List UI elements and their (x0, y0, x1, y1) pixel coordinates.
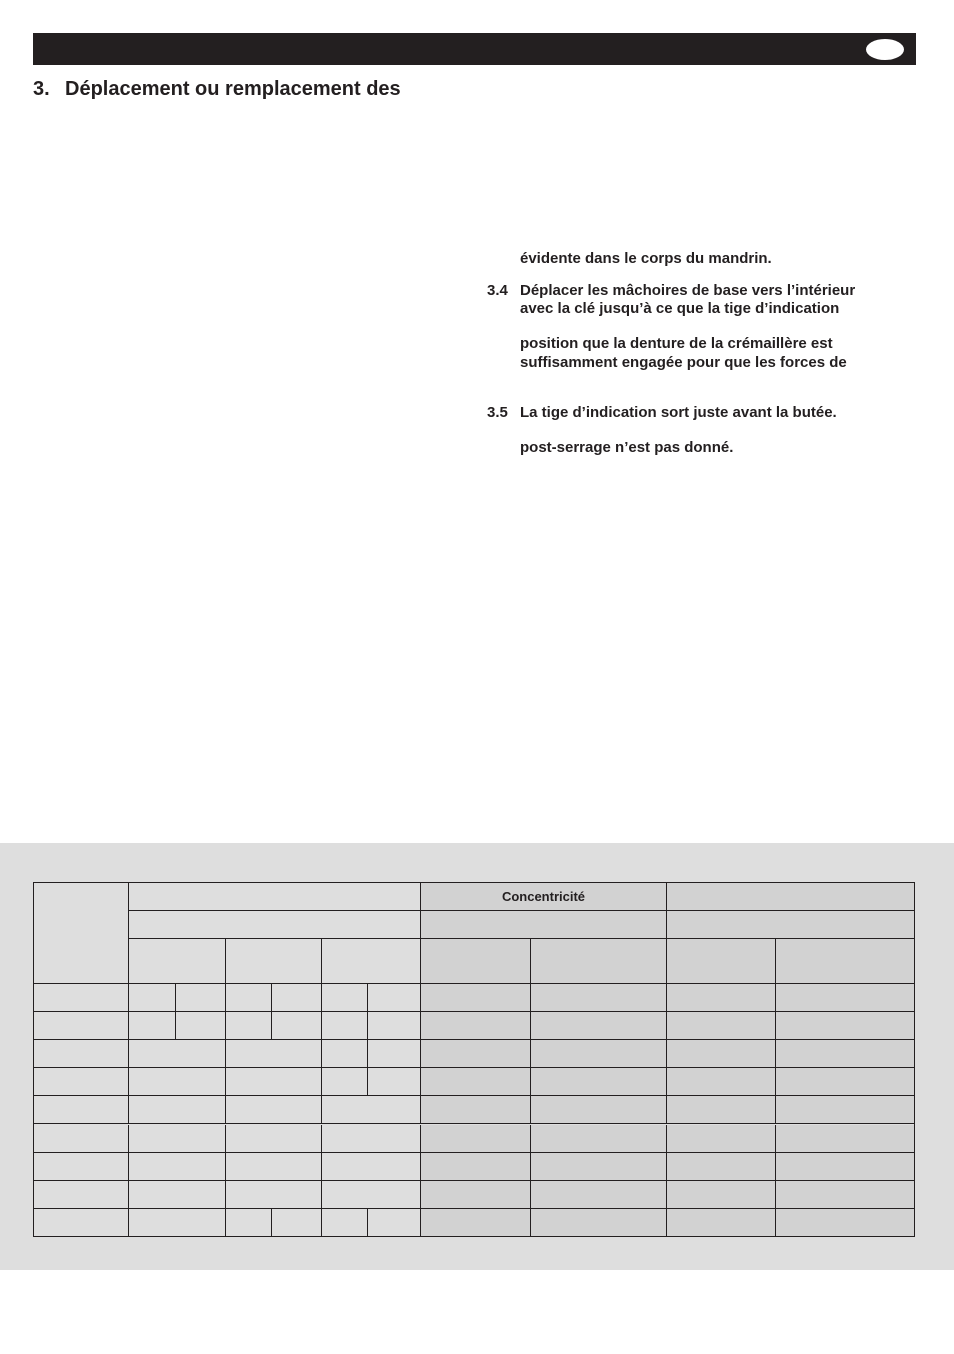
header-bar (33, 33, 916, 65)
table-cell (176, 1012, 226, 1040)
table-cell (129, 1068, 226, 1096)
section-title (33, 78, 401, 101)
step-3-4-line: avec la clé jusqu’à ce que la tige d’indication (520, 300, 840, 317)
table-cell (272, 1012, 322, 1040)
table-cell (776, 1040, 915, 1068)
table-cell (421, 1068, 531, 1096)
table-cell (667, 1012, 776, 1040)
table-cell (226, 1153, 322, 1181)
language-badge (866, 39, 904, 60)
table-cell (226, 1068, 322, 1096)
spec-table (33, 882, 915, 1237)
table-cell (421, 1153, 531, 1181)
table-cell (322, 1209, 368, 1237)
table-cell (272, 984, 322, 1012)
table-cell (226, 1181, 322, 1209)
table-cell (129, 1012, 176, 1040)
table-header-cell (776, 939, 915, 984)
table-cell (226, 1012, 272, 1040)
table-cell (776, 1096, 915, 1124)
table-cell (368, 1040, 421, 1068)
table-cell (421, 1040, 531, 1068)
table-cell (667, 1068, 776, 1096)
table-cell (129, 1096, 226, 1124)
table-cell (531, 1181, 667, 1209)
table-cell (322, 1012, 368, 1040)
text-line: évidente dans le corps du mandrin. (520, 250, 772, 267)
table-cell (34, 1012, 129, 1040)
table-cell (129, 984, 176, 1012)
table-cell (421, 1181, 531, 1209)
table-cell (322, 1068, 368, 1096)
table-cell (322, 1040, 368, 1068)
section-title-text: Déplacement ou remplacement des (65, 78, 401, 100)
step-number-3-5: 3.5 (487, 404, 508, 421)
table-cell (129, 1125, 226, 1153)
table-header-cell (667, 911, 915, 939)
step-3-4-line: suffisamment engagée pour que les forces de (520, 354, 847, 371)
section-number: 3. (33, 78, 50, 100)
table-cell (322, 984, 368, 1012)
table-cell (34, 1125, 129, 1153)
table-header-cell (531, 939, 667, 984)
table-cell (531, 1125, 667, 1153)
table-cell (34, 1068, 129, 1096)
table-cell (129, 1040, 226, 1068)
table-cell (667, 1096, 776, 1124)
table-cell (531, 1012, 667, 1040)
table-cell (776, 1153, 915, 1181)
table-cell (776, 1012, 915, 1040)
table-cell (34, 1096, 129, 1124)
table-cell (226, 1040, 322, 1068)
step-3-4-line: Déplacer les mâchoires de base vers l’intérieur (520, 282, 856, 299)
table-cell (129, 1209, 226, 1237)
table-cell (322, 1096, 421, 1124)
table-cell (34, 1153, 129, 1181)
table-cell (421, 1125, 531, 1153)
table-cell (226, 1096, 322, 1124)
table-cell (368, 984, 421, 1012)
table-cell (531, 984, 667, 1012)
table-cell (368, 1209, 421, 1237)
table-cell (531, 1096, 667, 1124)
table-cell (531, 1153, 667, 1181)
table-header-cell (226, 939, 322, 984)
table-header-cell (322, 939, 421, 984)
table-header-cell (129, 883, 421, 911)
step-3-5-line: La tige d’indication sort juste avant la butée. (520, 404, 837, 421)
table-cell (34, 1209, 129, 1237)
table-cell (34, 984, 129, 1012)
table-cell (776, 1209, 915, 1237)
table-header-cell (667, 939, 776, 984)
concentricity-header: Concentricité (421, 883, 667, 911)
step-number-3-4: 3.4 (487, 282, 508, 299)
table-cell (776, 1181, 915, 1209)
table-header-cell (129, 911, 421, 939)
table-cell (129, 1181, 226, 1209)
step-3-4-line: position que la denture de la crémaillère est (520, 335, 833, 352)
table-cell (667, 1181, 776, 1209)
table-cell (667, 984, 776, 1012)
table-header-cell (667, 883, 915, 911)
table-cell (322, 1153, 421, 1181)
table-cell (368, 1068, 421, 1096)
table-cell (226, 1125, 322, 1153)
table-cell (776, 1068, 915, 1096)
table-cell (776, 984, 915, 1012)
table-header-cell (129, 939, 226, 984)
table-cell (421, 1012, 531, 1040)
table-header-cell (421, 939, 531, 984)
table-cell (322, 1125, 421, 1153)
table-cell (368, 1012, 421, 1040)
table-cell (667, 1040, 776, 1068)
table-cell (776, 1125, 915, 1153)
table-cell (531, 1068, 667, 1096)
table-cell (129, 1153, 226, 1181)
table-cell (226, 984, 272, 1012)
table-cell (34, 1181, 129, 1209)
table-cell (34, 1040, 129, 1068)
table-header-cell (421, 911, 667, 939)
step-3-5-line: post-serrage n’est pas donné. (520, 439, 734, 456)
table-cell (667, 1209, 776, 1237)
table-header-cell (34, 883, 129, 984)
table-cell (421, 984, 531, 1012)
table-cell (421, 1096, 531, 1124)
table-cell (667, 1153, 776, 1181)
table-cell (531, 1040, 667, 1068)
table-cell (226, 1209, 272, 1237)
table-cell (176, 984, 226, 1012)
table-cell (667, 1125, 776, 1153)
table-cell (322, 1181, 421, 1209)
table-cell (531, 1209, 667, 1237)
table-cell (421, 1209, 531, 1237)
table-cell (272, 1209, 322, 1237)
